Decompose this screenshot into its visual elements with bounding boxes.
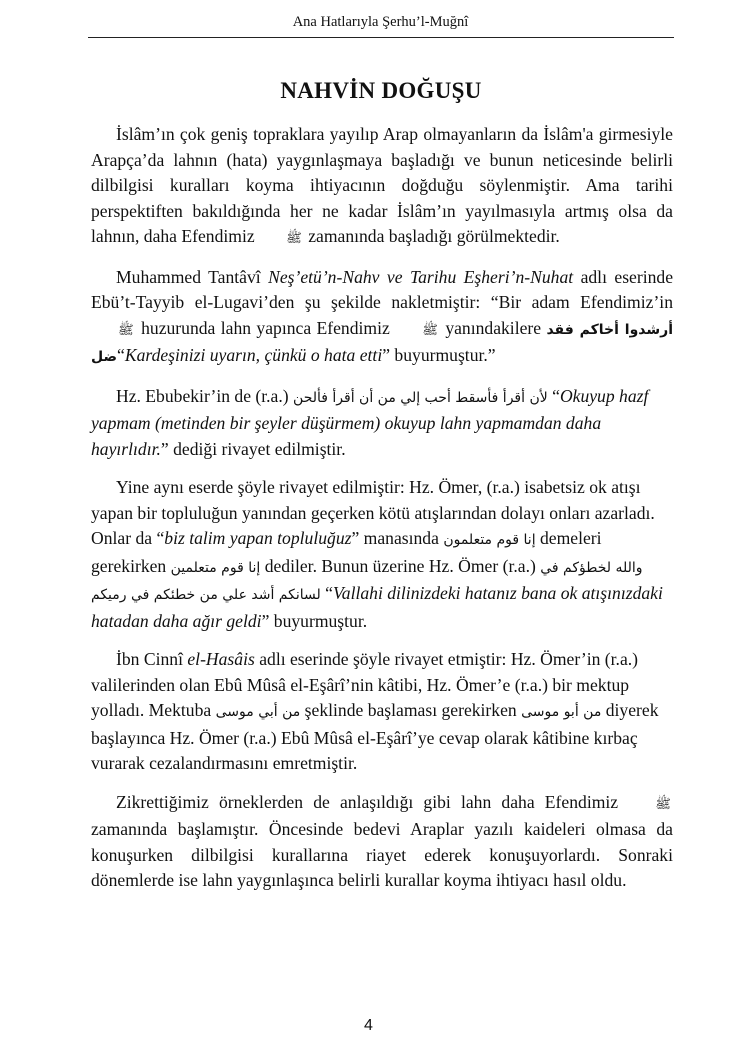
book-title: Neş’etü’n-Nahv ve Tarihu Eşheri’n-Nuhat — [268, 266, 574, 287]
arabic-quote: لأن أقرأ فأسقط أحب إلي من أن أقرأ فألحن — [293, 389, 548, 406]
quote-translation: Kardeşinizi uyarın, çünkü o hata etti — [124, 345, 383, 365]
paragraph-3: Hz. Ebubekir’in de (r.a.) لأن أقرأ فأسقط أحب إلي من أن أقرأ فألحن “Okuyup hazf yapmam (metinden bir şeyler düşürmem) okuyup lahn yapmamdan daha hayırlıdır.” dediği rivayet edilmiştir. — [91, 385, 649, 459]
running-header: Ana Hatlarıyla Şerhu’l-Muğnî — [292, 14, 469, 30]
book-title: el-Hasâis — [187, 649, 255, 669]
honorific-icon: ﷺ — [286, 231, 302, 246]
arabic-phrase: إنا قوم متعلمون — [443, 532, 536, 548]
honorific-icon: ﷺ — [655, 796, 671, 812]
arabic-phrase: من أبو موسى — [521, 704, 602, 720]
paragraph-1: İslâm’ın çok geniş topraklara yayılıp Arap olmayanların da İslâm'a girmesiyle Arapça’da lahnın (hata) yaygınlaşmaya başladığı ve bunun neticesinde belirli dilbilgisi kuralları koyma ihtiyacının doğduğu söylenmiştir. Ama tarihi perspektiften bakıldığında her ne kadar İslâm’ın yayılmasıyla artmış olsa da lahnın, daha Efendimiz ﷺ zamanında başladığı görülmektedir. — [91, 122, 673, 252]
paragraph-5: İbn Cinnî el-Hasâis adlı eserinde şöyle rivayet etmiştir: Hz. Ömer’in (r.a.) valilerinden olan Ebû Mûsâ el-Eşârî’nin kâtibi, Hz. Ömer’e (r.a.) bir mektup yolladı. Mektuba من أبي موسى şeklinde başlaması gerekirken من أبو موسى diyerek başlayınca Hz. Ömer (r.a.) Ebû Mûsâ el-Eşârî’ye cevap olarak kâtibine kırbaç vurarak cezalandırmasını emretmiştir. — [91, 649, 659, 773]
honorific-icon: ﷺ — [118, 322, 134, 338]
paragraph-6: Zikrettiğimiz örneklerden de anlaşıldığı gibi lahn daha Efendimiz ﷺ zamanında başlamıştır. Öncesinde bedevi Araplar yazılı kaideleri olmasa da konuşurken dilbilgisi kurallarına riayet ederek konuşuyorlardı. Sonraki dönemlerde ise lahn yaygınlaşınca belirli kurallar koyma ihtiyacı hasıl oldu. — [91, 791, 673, 890]
page-title: NAHVİN DOĞUŞU — [280, 78, 482, 103]
quote-translation: Vallahi dilinizdeki hatanız bana ok atışınızdaki hatadan daha ağır geldi — [91, 583, 663, 631]
quote-translation: biz talim yapan topluluğuz — [164, 528, 352, 548]
arabic-phrase: إنا قوم متعلمين — [170, 559, 261, 576]
arabic-quote: أرشدوا أخاكم فقد ضل — [91, 321, 673, 365]
header-rule — [88, 37, 674, 38]
body-text — [91, 122, 673, 907]
arabic-phrase: من أبي موسى — [215, 704, 301, 720]
paragraph-2: Muhammed Tantâvî Neş’etü’n-Nahv ve Tarihu Eşheri’n-Nuhat adlı eserinde Ebü’t-Tayyib el-Lugavi’den şu şekilde nakletmiştir: “Bir adam Efendimiz’in ﷺ huzurunda lahn yapınca Efendimiz ﷺ yanındakilere أرشدوا أخاكم فقد ضل“Kardeşinizi uyarın, çünkü o hata etti” buyurmuştur.” — [91, 266, 674, 365]
paragraph-4: Yine aynı eserde şöyle rivayet edilmiştir: Hz. Ömer, (r.a.) isabetsiz ok atışı yapan bir topluluğun yanından geçerken kötü atışlarından dolayı onları azarladı. Onlar da “biz talim yapan topluluğuz” manasında إنا قوم متعلمون demeleri gerekirken إنا قوم متعلمين dediler. Bunun üzerine Hz. Ömer (r.a.) والله لخطؤكم في لسانكم أشد علي من خطئكم في رميكم “Vallahi dilinizdeki hatanız bana ok atışınızdaki hatadan daha ağır geldi” buyurmuştur. — [91, 477, 663, 631]
honorific-icon: ﷺ — [422, 322, 438, 338]
quote-translation: Okuyup hazf yapmam (metinden bir şeyler düşürmem) okuyup lahn yapmamdan daha hayırlıdır. — [91, 385, 649, 459]
arabic-quote: والله لخطؤكم في لسانكم أشد علي من خطئكم في رميكم — [91, 559, 643, 603]
page-number: 4 — [364, 1017, 373, 1034]
